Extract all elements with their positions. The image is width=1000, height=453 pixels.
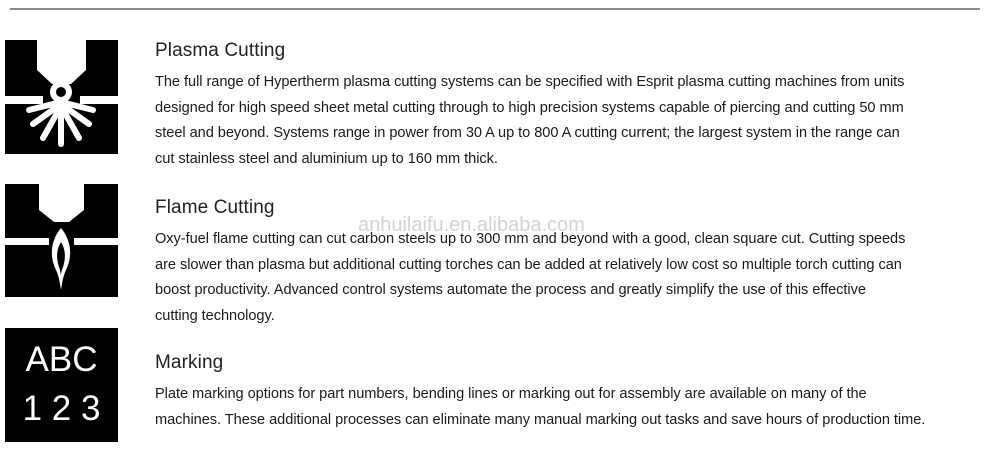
body-line: are slower than plasma but additional cutting torches can be added at relatively low cost so multiple torch cutting can: [155, 256, 902, 273]
section-body: [155, 70, 985, 172]
watermark: anhuilaifu.en.alibaba.com: [358, 214, 585, 236]
body-line: Oxy-fuel flame cutting can cut carbon steels up to 300 mm and beyond with a good, clean square cut. Cutting speeds: [155, 231, 906, 247]
body-line: machines. These additional processes can eliminate many manual marking out tasks and save hours of production time.: [155, 411, 926, 428]
body-line: Plate marking options for part numbers, bending lines or marking out for assembly are available on many of the: [155, 386, 867, 402]
marking-icon-letters: ABC: [25, 340, 98, 379]
flame-cutting-icon: [5, 184, 118, 297]
body-line: designed for high speed sheet metal cutting through to high precision systems capable of piercing and cutting 50 mm: [155, 99, 904, 116]
body-line: boost productivity. Advanced control systems automate the process and greatly simplify the use of this effective: [155, 282, 866, 298]
top-divider: [10, 8, 980, 10]
body-line: steel and beyond. Systems range in power from 30 A up to 800 A cutting current; the largest system in the range can: [155, 125, 900, 141]
marking-icon-numbers: 1 2 3: [22, 389, 101, 428]
plasma-cutting-text: [155, 40, 985, 172]
body-line: cutting technology.: [155, 307, 275, 324]
section-title: Plasma Cutting: [155, 40, 286, 61]
plasma-cutting-icon: [5, 40, 118, 154]
section-body: [155, 382, 985, 433]
marking-icon: [5, 328, 118, 442]
section-body: [155, 227, 985, 329]
body-line: The full range of Hypertherm plasma cutting systems can be specified with Esprit plasma cutting machines from units: [155, 74, 905, 90]
marking-text: [155, 352, 985, 433]
section-title: Marking: [155, 352, 224, 373]
section-title: Flame Cutting: [155, 197, 275, 218]
body-line: cut stainless steel and aluminium up to 160 mm thick.: [155, 150, 498, 167]
